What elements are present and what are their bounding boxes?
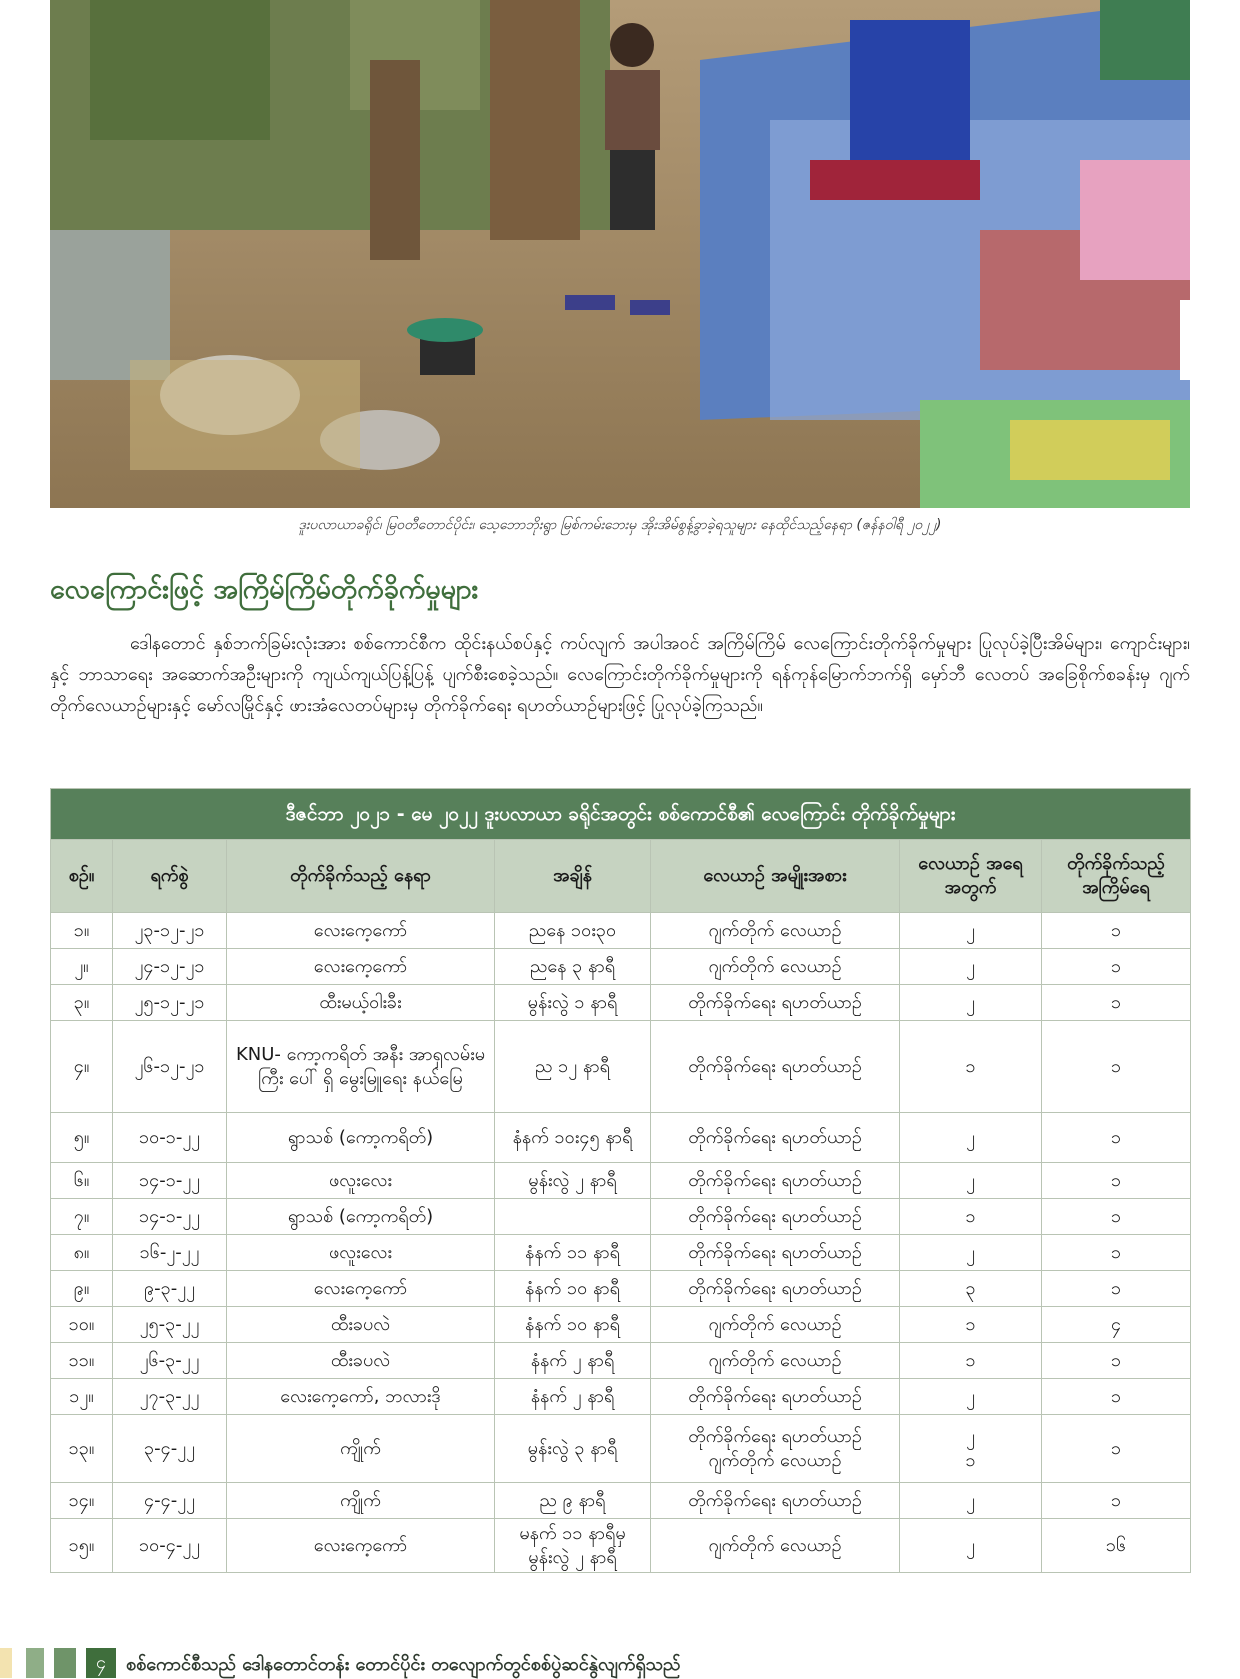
cell-date: ၂၅-၃-၂၂ bbox=[113, 1307, 227, 1343]
cell-time: ညနေ ၁၀း၃၀ bbox=[495, 913, 651, 949]
cell-no: ၇။ bbox=[51, 1199, 113, 1235]
cell-place: ဖလူးလေး bbox=[227, 1163, 495, 1199]
page-number: ၄ bbox=[86, 1648, 116, 1678]
cell-aircraft-type bbox=[651, 1415, 900, 1483]
cell-aircraft-type: တိုက်ခိုက်ရေး ရဟတ်ယာဉ် bbox=[651, 1163, 900, 1199]
table-row bbox=[51, 1307, 1191, 1343]
cell-strike-count: ၁၆ bbox=[1042, 1519, 1191, 1573]
table-row bbox=[51, 1021, 1191, 1113]
cell-strike-count: ၁ bbox=[1042, 1415, 1191, 1483]
cell-aircraft-type: တိုက်ခိုက်ရေး ရဟတ်ယာဉ် bbox=[651, 1483, 900, 1519]
cell-aircraft-type: တိုက်ခိုက်ရေး ရဟတ်ယာဉ် bbox=[651, 1113, 900, 1163]
col-header-date: ရက်စွဲ bbox=[113, 840, 227, 913]
cell-aircraft-type: ဂျက်တိုက် လေယာဉ် bbox=[651, 949, 900, 985]
cell-aircraft-type: တိုက်ခိုက်ရေး ရဟတ်ယာဉ် bbox=[651, 985, 900, 1021]
table-row bbox=[51, 1199, 1191, 1235]
col-header-aircraft-count: လေယာဉ် အရေ အတွက် bbox=[900, 840, 1042, 913]
table-row bbox=[51, 1415, 1191, 1483]
cell-no: ၁၀။ bbox=[51, 1307, 113, 1343]
cell-date: ၂၆-၃-၂၂ bbox=[113, 1343, 227, 1379]
footer-text: စစ်ကောင်စီသည် ဒေါနတောင်တန်း တောင်ပိုင်း တလျောက်တွင်စစ်ပွဲဆင်နွဲလျက်ရှိသည် bbox=[126, 1654, 681, 1675]
cell-time: မွန်းလွဲ ၃ နာရီ bbox=[495, 1415, 651, 1483]
cell-place: ထီးခပလဲ bbox=[227, 1307, 495, 1343]
cell-aircraft-type: ဂျက်တိုက် လေယာဉ် bbox=[651, 913, 900, 949]
cell-strike-count: ၁ bbox=[1042, 913, 1191, 949]
cell-place: လေးကေ့ကော် bbox=[227, 949, 495, 985]
cell-aircraft-count: ၂ bbox=[900, 985, 1042, 1021]
cell-no: ၃။ bbox=[51, 985, 113, 1021]
cell-time: နံနက် ၁၀ နာရီ bbox=[495, 1271, 651, 1307]
cell-aircraft-count: ၁ bbox=[900, 1021, 1042, 1113]
cell-aircraft-count: ၂ bbox=[900, 1235, 1042, 1271]
cell-place: ထီးမယ့်ဝါးခီး bbox=[227, 985, 495, 1021]
cell-strike-count: ၁ bbox=[1042, 949, 1191, 985]
cell-time: နံနက် ၁၀း၄၅ နာရီ bbox=[495, 1113, 651, 1163]
col-header-time: အချိန် bbox=[495, 840, 651, 913]
cell-aircraft-count: ၂ bbox=[900, 1113, 1042, 1163]
cell-aircraft-count bbox=[900, 1415, 1042, 1483]
cell-no: ၁၁။ bbox=[51, 1343, 113, 1379]
cell-date: ၂၄-၁၂-၂၁ bbox=[113, 949, 227, 985]
cell-strike-count: ၁ bbox=[1042, 985, 1191, 1021]
cell-time: မနက် ၁၁ နာရီမှ မွန်းလွဲ ၂ နာရီ bbox=[495, 1519, 651, 1573]
cell-no: ၁။ bbox=[51, 913, 113, 949]
col-header-strike-count: တိုက်ခိုက်သည့် အကြိမ်ရေ bbox=[1042, 840, 1191, 913]
cell-time: နံနက် ၁၁ နာရီ bbox=[495, 1235, 651, 1271]
table-title: ဒီဇင်ဘာ ၂၀၂၁ - မေ ၂၀၂၂ ဒူးပလာယာ ခရိုင်အတွင်း စစ်ကောင်စီ၏ လေကြောင်း တိုက်ခိုက်မှုများ bbox=[51, 789, 1191, 840]
cell-place: KNU- ကော့ကရိတ် အနီး အာရှလမ်းမကြီး ပေါ် ရှိ မွေးမြူရေး နယ်မြေ bbox=[227, 1021, 495, 1113]
cell-aircraft-type: တိုက်ခိုက်ရေး ရဟတ်ယာဉ် bbox=[651, 1379, 900, 1415]
cell-aircraft-type: တိုက်ခိုက်ရေး ရဟတ်ယာဉ် bbox=[651, 1271, 900, 1307]
col-header-no: စဉ်။ bbox=[51, 840, 113, 913]
cell-date: ၁၆-၂-၂၂ bbox=[113, 1235, 227, 1271]
cell-date: ၂၇-၃-၂၂ bbox=[113, 1379, 227, 1415]
cell-strike-count: ၁ bbox=[1042, 1113, 1191, 1163]
cell-time: မွန်းလွဲ ၁ နာရီ bbox=[495, 985, 651, 1021]
cell-aircraft-type: တိုက်ခိုက်ရေး ရဟတ်ယာဉ် bbox=[651, 1021, 900, 1113]
cell-strike-count: ၁ bbox=[1042, 1235, 1191, 1271]
cell-no: ၂။ bbox=[51, 949, 113, 985]
cell-time: နံနက် ၂ နာရီ bbox=[495, 1379, 651, 1415]
cell-aircraft-count-line-1: ၂ bbox=[966, 1425, 975, 1447]
cell-place: လေးကေ့ကော် bbox=[227, 1271, 495, 1307]
cell-time bbox=[495, 1199, 651, 1235]
photo-illustration bbox=[50, 0, 1190, 508]
cell-strike-count: ၁ bbox=[1042, 1163, 1191, 1199]
cell-aircraft-type-line-2: ဂျက်တိုက် လေယာဉ် bbox=[708, 1449, 842, 1471]
col-header-place: တိုက်ခိုက်သည့် နေရာ bbox=[227, 840, 495, 913]
cell-aircraft-type-line-1: တိုက်ခိုက်ရေး ရဟတ်ယာဉ် bbox=[688, 1425, 862, 1447]
table-row bbox=[51, 1379, 1191, 1415]
cell-aircraft-type: ဂျက်တိုက် လေယာဉ် bbox=[651, 1519, 900, 1573]
table-row bbox=[51, 1519, 1191, 1573]
cell-no: ၈။ bbox=[51, 1235, 113, 1271]
cell-no: ၁၃။ bbox=[51, 1415, 113, 1483]
cell-strike-count: ၁ bbox=[1042, 1021, 1191, 1113]
cell-place: ကျိုက် bbox=[227, 1415, 495, 1483]
cell-aircraft-count: ၂ bbox=[900, 1163, 1042, 1199]
airstrike-table bbox=[50, 788, 1191, 1573]
cell-no: ၉။ bbox=[51, 1271, 113, 1307]
cell-no: ၁၂။ bbox=[51, 1379, 113, 1415]
cell-strike-count: ၄ bbox=[1042, 1307, 1191, 1343]
footer-bar-3 bbox=[54, 1648, 76, 1678]
cell-time: ည ၉ နာရီ bbox=[495, 1483, 651, 1519]
cell-aircraft-count-line-2: ၁ bbox=[965, 1449, 976, 1471]
footer-bar-1 bbox=[0, 1648, 12, 1678]
cell-place: ရွာသစ် (ကော့ကရိတ်) bbox=[227, 1199, 495, 1235]
cell-strike-count: ၁ bbox=[1042, 1271, 1191, 1307]
cell-date: ၂၅-၁၂-၂၁ bbox=[113, 985, 227, 1021]
cell-place: လေးကေ့ကော်, ဘလားဒို bbox=[227, 1379, 495, 1415]
cell-place: ရွာသစ် (ကော့ကရိတ်) bbox=[227, 1113, 495, 1163]
page-footer bbox=[0, 1644, 1240, 1679]
cell-aircraft-count: ၁ bbox=[900, 1307, 1042, 1343]
cell-aircraft-count: ၃ bbox=[900, 1271, 1042, 1307]
cell-place: လေးကေ့ကော် bbox=[227, 1519, 495, 1573]
table-row bbox=[51, 1113, 1191, 1163]
cell-time: ည ၁၂ နာရီ bbox=[495, 1021, 651, 1113]
cell-strike-count: ၁ bbox=[1042, 1483, 1191, 1519]
cell-place: လေးကေ့ကော် bbox=[227, 913, 495, 949]
cell-aircraft-type: တိုက်ခိုက်ရေး ရဟတ်ယာဉ် bbox=[651, 1235, 900, 1271]
cell-date: ၁၀-၁-၂၂ bbox=[113, 1113, 227, 1163]
photo-camp-scene bbox=[50, 0, 1190, 508]
cell-no: ၅။ bbox=[51, 1113, 113, 1163]
table-row bbox=[51, 913, 1191, 949]
section-title: လေကြောင်းဖြင့် အကြိမ်ကြိမ်တိုက်ခိုက်မှုများ bbox=[50, 574, 479, 605]
cell-time: ညနေ ၃ နာရီ bbox=[495, 949, 651, 985]
cell-place: ဖလူးလေး bbox=[227, 1235, 495, 1271]
cell-no: ၆။ bbox=[51, 1163, 113, 1199]
table-row bbox=[51, 1271, 1191, 1307]
cell-time: နံနက် ၂ နာရီ bbox=[495, 1343, 651, 1379]
table-row bbox=[51, 1343, 1191, 1379]
cell-aircraft-count: ၂ bbox=[900, 1483, 1042, 1519]
footer-bar-2 bbox=[26, 1648, 44, 1678]
cell-strike-count: ၁ bbox=[1042, 1343, 1191, 1379]
table-row bbox=[51, 985, 1191, 1021]
cell-date: ၂၆-၁၂-၂၁ bbox=[113, 1021, 227, 1113]
col-header-aircraft-type: လေယာဉ် အမျိုးအစား bbox=[651, 840, 900, 913]
cell-aircraft-type: ဂျက်တိုက် လေယာဉ် bbox=[651, 1307, 900, 1343]
photo-caption: ဒူးပလာယာခရိုင်၊ မြဝတီတောင်ပိုင်း၊ သေ့ဘောဘိုးရွာ မြစ်ကမ်းဘေးမှ အိုးအိမ်စွန့်ခွာခဲ့ရသူများ နေထိုင်သည့်နေရာ (ဇန်နဝါရီ ၂၀၂၂) bbox=[298, 517, 942, 533]
cell-aircraft-count: ၂ bbox=[900, 1519, 1042, 1573]
cell-date: ၃-၄-၂၂ bbox=[113, 1415, 227, 1483]
cell-aircraft-count: ၁ bbox=[900, 1343, 1042, 1379]
body-paragraph: ဒေါနတောင် နှစ်ဘက်ခြမ်းလုံးအား စစ်ကောင်စီက ထိုင်းနယ်စပ်နှင့် ကပ်လျက် အပါအဝင် အကြိမ်ကြိမ် လေကြောင်းတိုက်ခိုက်မှုများ ပြုလုပ်ခဲ့ပြီးအိမ်များ၊ ကျောင်းများ၊ နှင့် ဘာသာရေး အဆောက်အဦးများကို ကျယ်ကျယ်ပြန့်ပြန့် ပျက်စီးစေခဲ့သည်။ လေကြောင်းတိုက်ခိုက်မှုများကို ရန်ကုန်မြောက်ဘက်ရှိ မှော်ဘီ လေတပ် အခြေစိုက်စခန်းမှ ဂျက်တိုက်လေယာဉ်များနှင့် မော်လမြိုင်နှင့် ဖားအံလေတပ်များမှ တိုက်ခိုက်ရေး ရဟတ်ယာဉ်များဖြင့် ပြုလုပ်ခဲ့ကြသည်။ bbox=[50, 633, 1190, 716]
table-body bbox=[51, 913, 1191, 1573]
cell-date: ၄-၄-၂၂ bbox=[113, 1483, 227, 1519]
cell-place: ကျိုက် bbox=[227, 1483, 495, 1519]
table-row bbox=[51, 949, 1191, 985]
cell-time: မွန်းလွဲ ၂ နာရီ bbox=[495, 1163, 651, 1199]
cell-date: ၉-၃-၂၂ bbox=[113, 1271, 227, 1307]
cell-aircraft-count: ၂ bbox=[900, 949, 1042, 985]
cell-date: ၁၄-၁-၂၂ bbox=[113, 1163, 227, 1199]
cell-strike-count: ၁ bbox=[1042, 1379, 1191, 1415]
cell-aircraft-type: ဂျက်တိုက် လေယာဉ် bbox=[651, 1343, 900, 1379]
cell-no: ၁၄။ bbox=[51, 1483, 113, 1519]
table-row bbox=[51, 1235, 1191, 1271]
cell-time: နံနက် ၁၀ နာရီ bbox=[495, 1307, 651, 1343]
cell-date: ၂၃-၁၂-၂၁ bbox=[113, 913, 227, 949]
cell-aircraft-count: ၁ bbox=[900, 1199, 1042, 1235]
cell-date: ၁၀-၄-၂၂ bbox=[113, 1519, 227, 1573]
cell-place: ထီးခပလဲ bbox=[227, 1343, 495, 1379]
cell-aircraft-count: ၂ bbox=[900, 1379, 1042, 1415]
table-row bbox=[51, 1163, 1191, 1199]
cell-no: ၁၅။ bbox=[51, 1519, 113, 1573]
cell-no: ၄။ bbox=[51, 1021, 113, 1113]
cell-aircraft-type: တိုက်ခိုက်ရေး ရဟတ်ယာဉ် bbox=[651, 1199, 900, 1235]
cell-aircraft-count: ၂ bbox=[900, 913, 1042, 949]
table-row bbox=[51, 1483, 1191, 1519]
cell-date: ၁၄-၁-၂၂ bbox=[113, 1199, 227, 1235]
cell-strike-count: ၁ bbox=[1042, 1199, 1191, 1235]
